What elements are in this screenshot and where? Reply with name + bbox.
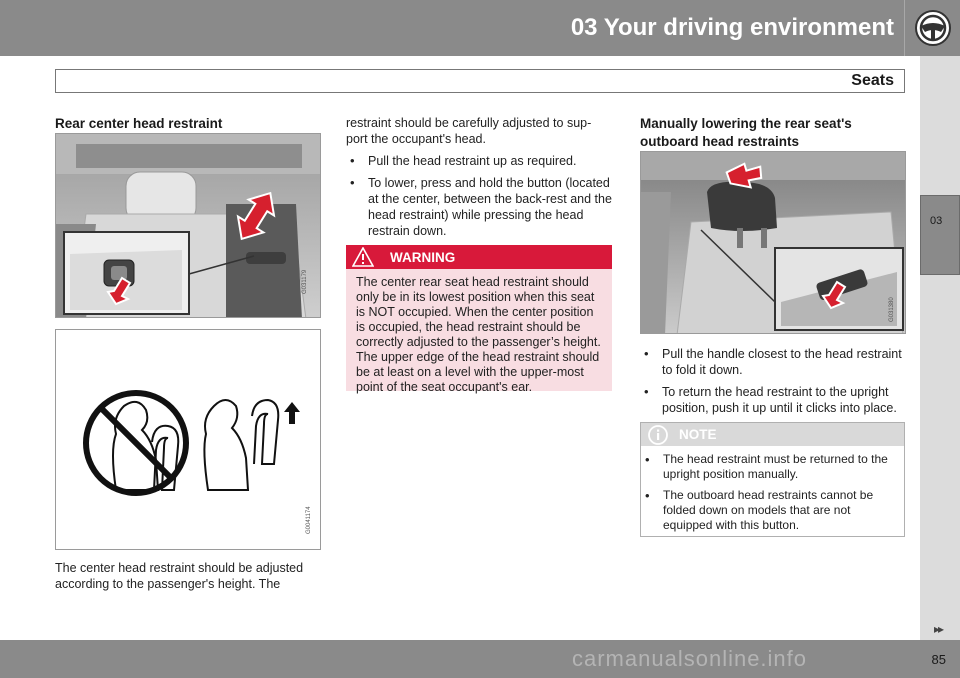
warning-header xyxy=(346,245,612,269)
heading-manually-lowering: Manually lowering the rear seat's outboard head restraints xyxy=(640,116,852,149)
section-bar xyxy=(55,69,905,93)
warning-text: The center rear seat head restraint should only be in its lowest position when this seat is NOT occupied. When the center position is occupied, the head restraint should be correctly adjusted to the passenger’s height. The upper edge of the head restraint should be at least on a level with the upper-most point of the seat occupant's ear. xyxy=(356,275,601,394)
warning-box xyxy=(346,245,612,394)
section-title: Seats xyxy=(851,72,894,89)
chapter-tab[interactable] xyxy=(920,195,960,275)
list-item: • The head restraint must be returned to the upright position manually. xyxy=(641,452,895,482)
chapter-title: 03 Your driving environment xyxy=(570,14,894,41)
figure-outboard-head-restraint-photo xyxy=(640,151,906,334)
warning-triangle-icon xyxy=(352,247,374,267)
body-text-col1: The center head restraint should be adjusted according to the passenger's height. The xyxy=(55,561,304,591)
instructions-list xyxy=(346,153,612,245)
figure-code: G0041174 xyxy=(306,506,312,534)
page-number: 85 xyxy=(931,652,946,667)
note-header xyxy=(641,423,904,446)
figure-code: G031179 xyxy=(302,269,308,294)
note-list xyxy=(641,452,903,533)
footer-bar xyxy=(0,640,960,678)
note-box xyxy=(640,422,905,537)
seat-photo-illustration xyxy=(56,134,321,318)
figure-head-restraint-height-diagram xyxy=(55,329,321,550)
list-item: • To lower, press and hold the button (located at the center, between the back-rest and the head restraint) while pressing the head restrain down. xyxy=(346,175,612,239)
figure-center-head-restraint-photo xyxy=(55,133,321,318)
watermark: carmanualsonline.info xyxy=(572,646,808,671)
heading-rear-center-head-restraint: Rear center head restraint xyxy=(55,116,223,131)
figure-code: G031380 xyxy=(889,297,895,322)
list-item: • Pull the handle closest to the head restraint to fold it down. xyxy=(640,346,906,378)
info-icon xyxy=(647,424,669,446)
side-strip xyxy=(920,56,960,640)
list-item: • To return the head restraint to the upright position, push it up until it clicks into place. xyxy=(640,384,906,416)
body-text-col2: restraint should be carefully adjusted to sup-port the occupant's head. xyxy=(346,116,592,146)
steering-wheel-icon xyxy=(913,8,953,48)
outboard-seat-illustration xyxy=(641,152,906,334)
chapter-icon-box xyxy=(904,0,960,56)
instructions-list-outboard xyxy=(640,346,906,422)
warning-title: WARNING xyxy=(390,249,456,265)
chapter-tab-label: 03 xyxy=(930,215,943,227)
head-restraint-diagram xyxy=(56,330,321,550)
note-title: NOTE xyxy=(679,427,717,442)
next-page-indicator: ▸▸ xyxy=(933,622,942,636)
list-item: • The outboard head restraints cannot be folded down on models that are not equipped with this button. xyxy=(641,488,895,533)
list-item: • Pull the head restraint up as required. xyxy=(346,153,612,169)
